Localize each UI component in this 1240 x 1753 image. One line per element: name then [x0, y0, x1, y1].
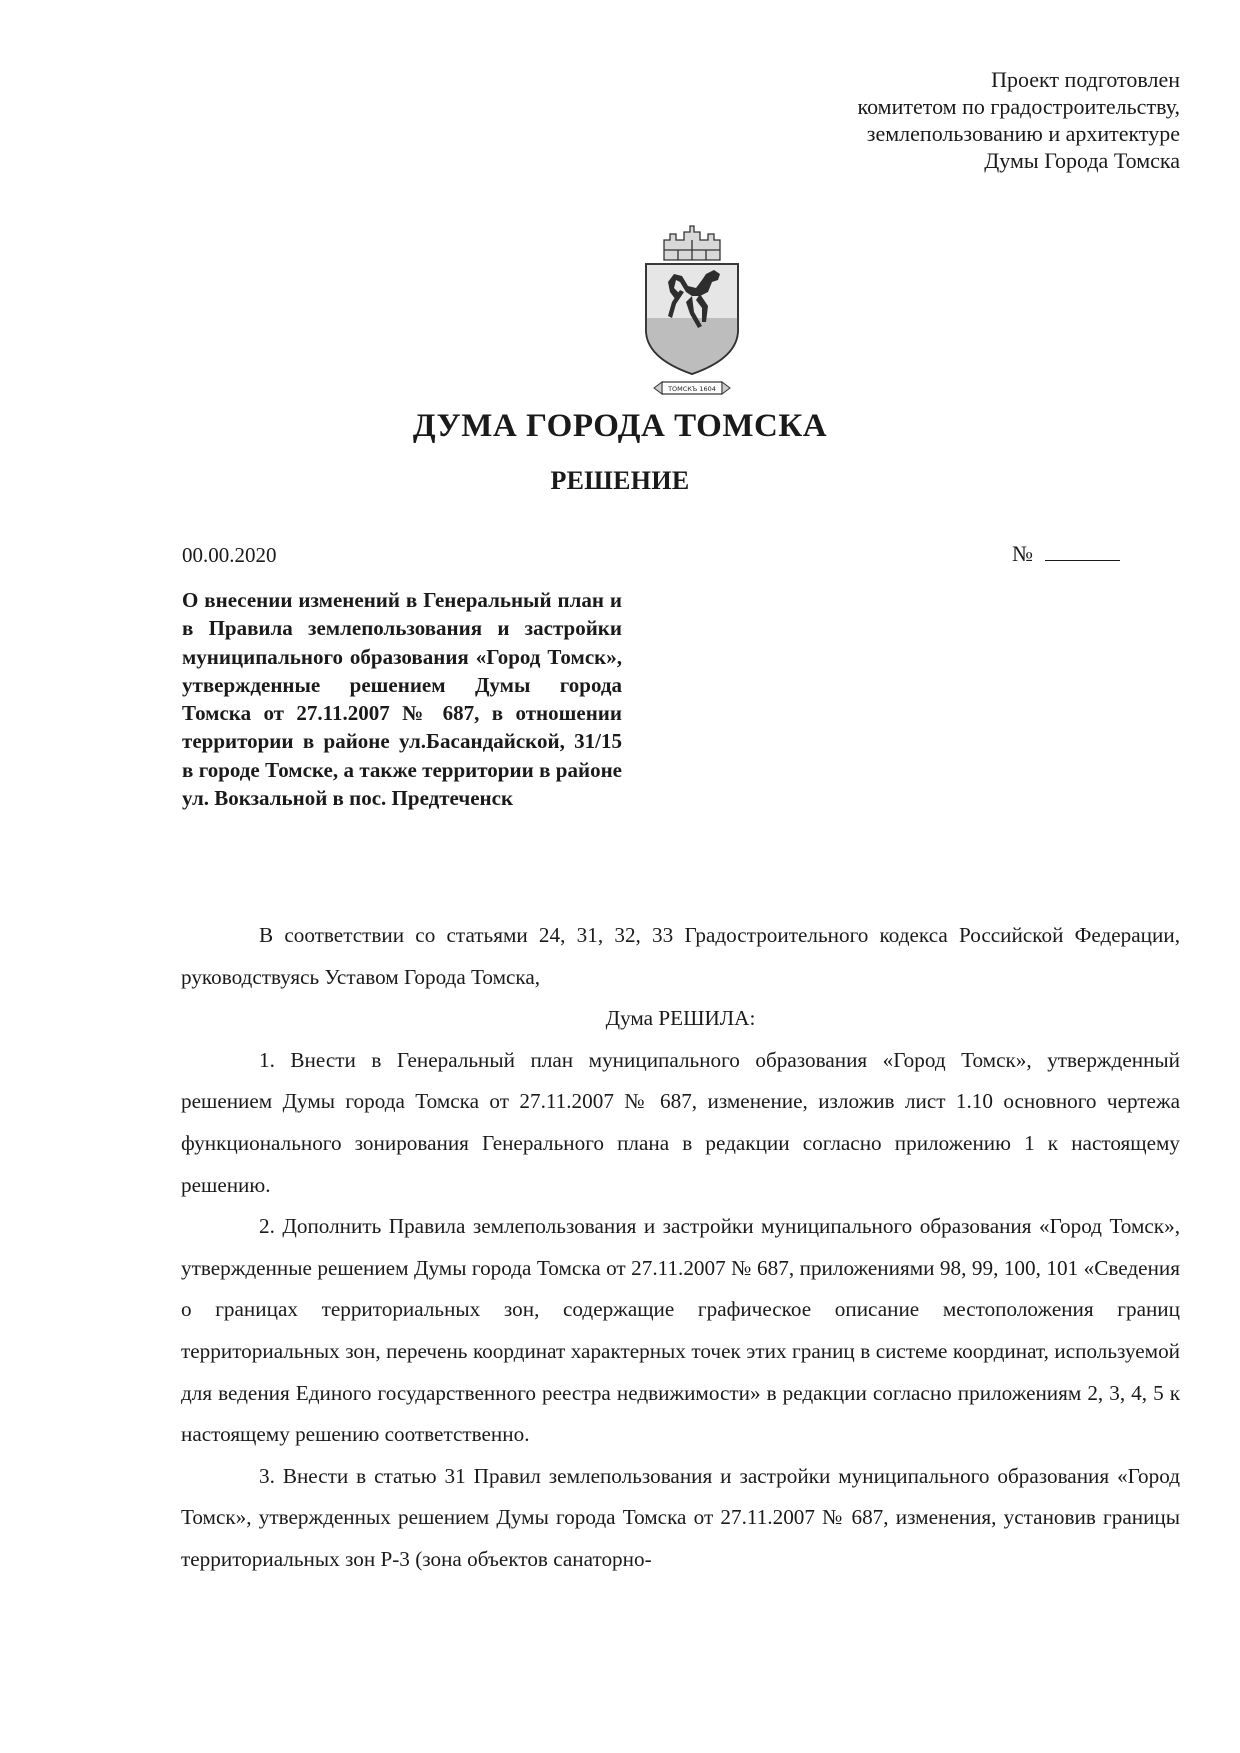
organization-title: ДУМА ГОРОДА ТОМСКА [412, 408, 828, 444]
prepared-by-block [580, 66, 1180, 174]
resolution-item: 3. Внести в статью 31 Правил землепользования и застройки муниципального образования «Город Томск», утвержденных решением Думы города Томска от 27.11.2007 № 687, изменения, установив границы территориальных зон Р-3 (зона объектов санаторно- [181, 1463, 1180, 1571]
prepared-by-line: землепользованию и архитектуре [866, 121, 1180, 146]
resolution-item: 1. Внести в Генеральный план муниципального образования «Город Томск», утвержденный решением Думы города Томска от 27.11.2007 № 687, изменение, изложив лист 1.10 основного чертежа функционального зонирования Генерального плана в редакции согласно приложению 1 к настоящему решению. [181, 1047, 1180, 1197]
document-type-title: РЕШЕНИЕ [550, 466, 690, 495]
document-body [181, 915, 1180, 1581]
document-subject: О внесении изменений в Генеральный план и в Правила землепользования и застройки муниципального образования «Город Томск», утвержденные решением Думы города Томска от 27.11.2007 № 687, в отношении территории в районе ул.Басандайской, 31/15 в городе Томске, а также территории в районе ул. Вокзальной в пос. Предтеченск [182, 588, 622, 811]
prepared-by-line: Проект подготовлен [991, 67, 1180, 92]
prepared-by-line: Думы Города Томска [984, 148, 1180, 173]
number-blank-line [1045, 540, 1120, 561]
resolution-heading: Дума РЕШИЛА: [605, 1006, 756, 1031]
resolution-item: 2. Дополнить Правила землепользования и застройки муниципального образования «Город Томск», утвержденные решением Думы города Томска от 27.11.2007 № 687, приложениями 98, 99, 100, 101 «Сведения о границах территориальных зон, содержащие графическое описание местоположения границ территориальных зон, перечень координат характерных точек этих границ в системе координат, используемой для ведения Единого государственного реестра недвижимости» в редакции согласно приложениям 2, 3, 4, 5 к настоящему решению соответственно. [181, 1214, 1180, 1447]
preamble-paragraph: В соответствии со статьями 24, 31, 32, 33 Градостроительного кодекса Российской Федерации, руководствуясь Уставом Города Томска, [181, 923, 1180, 989]
document-date: 00.00.2020 [182, 543, 277, 567]
emblem-ribbon-text: ТОМСКЪ 1604 [668, 385, 716, 393]
number-label: № [1012, 541, 1033, 566]
document-number [1012, 540, 1120, 567]
tomsk-coat-of-arms-icon [636, 222, 748, 402]
prepared-by-line: комитетом по градостроительству, [857, 94, 1180, 119]
